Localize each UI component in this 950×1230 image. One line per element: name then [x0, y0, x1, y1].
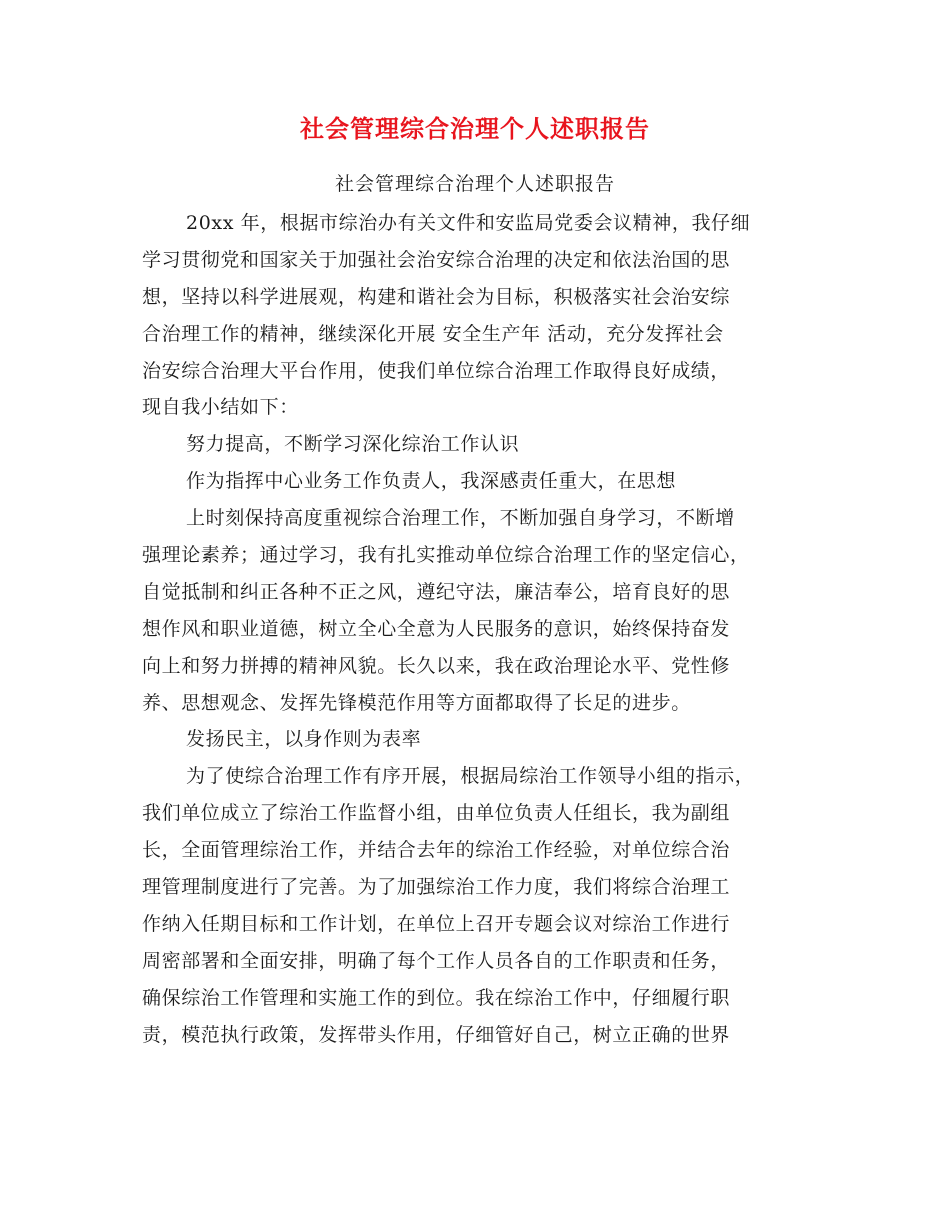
text-line: 上时刻保持高度重视综合治理工作，不断加强自身学习，不断增	[186, 507, 735, 530]
text-line: 理管理制度进行了完善。为了加强综治工作力度，我们将综合治理工	[142, 876, 731, 899]
text-line: 强理论素养；通过学习，我有扎实推动单位综合治理工作的坚定信心，	[142, 544, 750, 567]
document-subtitle: 社会管理综合治理个人述职报告	[334, 173, 615, 195]
text-line: 想，坚持以科学进展观，构建和谐社会为目标，积极落实社会治安综	[142, 285, 731, 308]
text-line: 自觉抵制和纠正各种不正之风，遵纪守法，廉洁奉公，培育良好的思	[142, 580, 731, 603]
text-line: 向上和努力拼搏的精神风貌。长久以来，我在政治理论水平、党性修	[142, 654, 731, 677]
text-line: 长，全面管理综治工作，并结合去年的综治工作经验，对单位综合治	[142, 839, 731, 862]
text-line: 20xx 年，根据市综治办有关文件和安监局党委会议精神，我仔细	[186, 212, 751, 234]
text-line: 周密部署和全面安排，明确了每个工作人员各自的工作职责和任务，	[142, 949, 731, 972]
text-line: 学习贯彻党和国家关于加强社会治安综合治理的决定和依法治国的思	[142, 248, 731, 271]
document-title: 社会管理综合治理个人述职报告	[300, 114, 650, 143]
text-line: 现自我小结如下：	[142, 396, 299, 419]
text-line: 养、思想观念、发挥先锋模范作用等方面都取得了长足的进步。	[142, 691, 691, 714]
text-line: 我们单位成立了综治工作监督小组，由单位负责人任组长，我为副组	[142, 802, 731, 825]
text-line: 努力提高，不断学习深化综治工作认识	[186, 433, 520, 456]
text-line: 治安综合治理大平台作用，使我们单位综合治理工作取得良好成绩，	[142, 359, 731, 382]
text-line: 作纳入任期目标和工作计划，在单位上召开专题会议对综治工作进行	[142, 912, 731, 935]
text-line: 合治理工作的精神，继续深化开展 安全生产年 活动，充分发挥社会	[142, 322, 724, 345]
text-line: 为了使综合治理工作有序开展，根据局综治工作领导小组的指示，	[186, 765, 755, 788]
text-line: 想作风和职业道德，树立全心全意为人民服务的意识，始终保持奋发	[142, 617, 731, 640]
text-line: 确保综治工作管理和实施工作的到位。我在综治工作中，仔细履行职	[142, 986, 731, 1009]
text-line: 作为指挥中心业务工作负责人，我深感责任重大，在思想	[186, 470, 677, 493]
text-line: 责，模范执行政策，发挥带头作用，仔细管好自己，树立正确的世界	[142, 1023, 731, 1046]
document-body	[142, 205, 807, 1053]
text-line: 发扬民主，以身作则为表率	[186, 728, 422, 751]
